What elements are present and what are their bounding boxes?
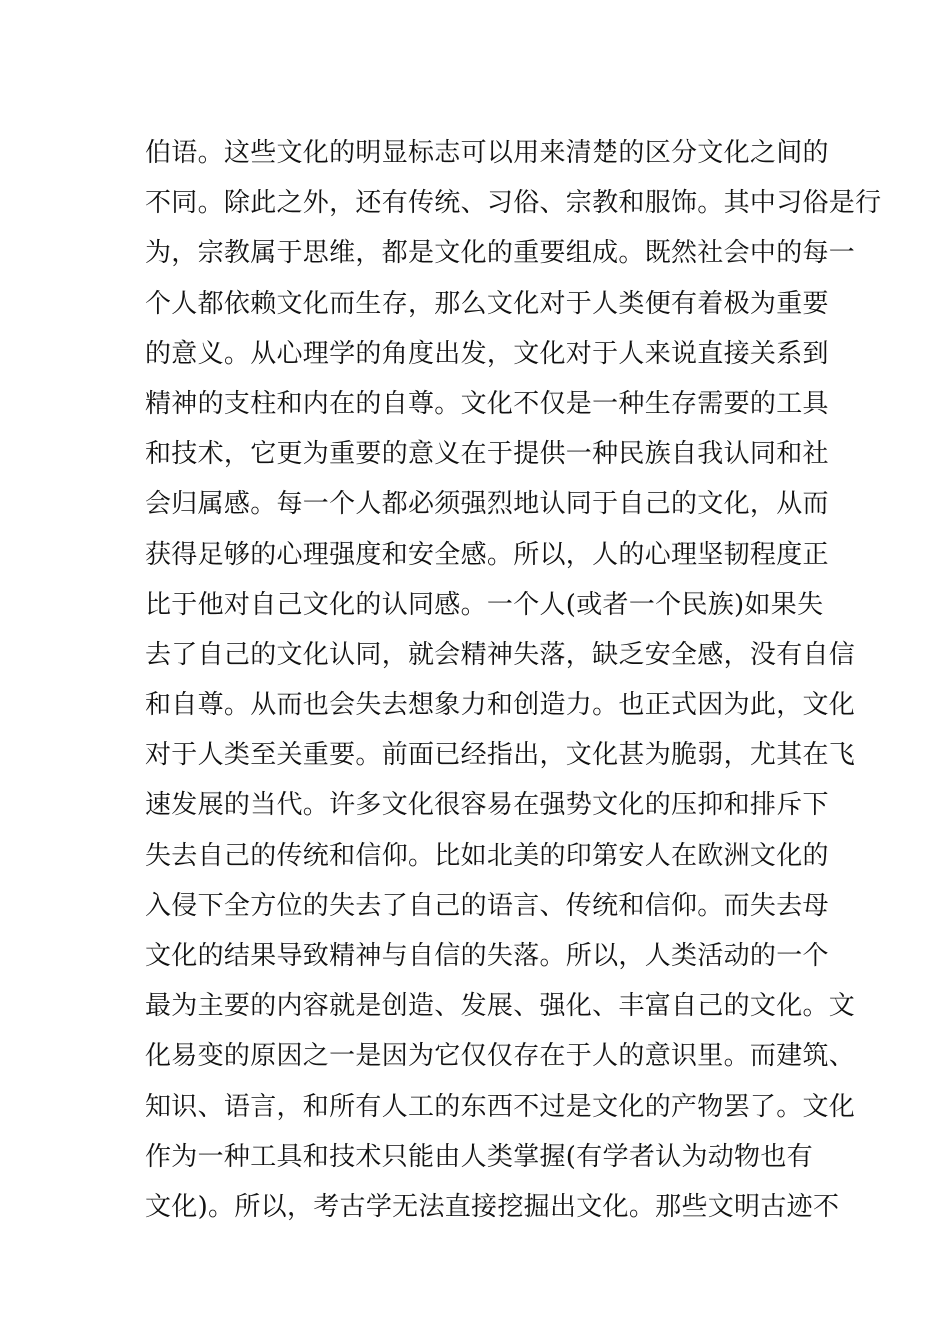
text-line: 对于人类至关重要。前面已经指出，文化甚为脆弱，尤其在飞 (145, 740, 856, 771)
text-line: 去了自己的文化认同，就会精神失落，缺乏安全感，没有自信 (145, 639, 856, 670)
text-line: 化易变的原因之一是因为它仅仅存在于人的意识里。而建筑、 (145, 1041, 856, 1072)
text-line: 为，宗教属于思维，都是文化的重要组成。既然社会中的每一 (145, 238, 856, 269)
text-line: 获得足够的心理强度和安全感。所以，人的心理坚韧程度正 (145, 539, 829, 570)
text-line: 文化的结果导致精神与自信的失落。所以，人类活动的一个 (145, 941, 829, 971)
text-line: 入侵下全方位的失去了自己的语言、传统和信仰。而失去母 (145, 890, 829, 921)
text-line: 伯语。这些文化的明显标志可以用来清楚的区分文化之间的 (145, 138, 829, 168)
text-line: 不同。除此之外，还有传统、习俗、宗教和服饰。其中习俗是行 (145, 188, 882, 219)
text-line: 失去自己的传统和信仰。比如北美的印第安人在欧洲文化的 (145, 840, 829, 871)
text-line: 作为一种工具和技术只能由人类掌握(有学者认为动物也有 (145, 1141, 813, 1172)
text-line: 和自尊。从而也会失去想象力和创造力。也正式因为此，文化 (145, 690, 856, 721)
text-line: 文化)。所以，考古学无法直接挖掘出文化。那些文明古迹不 (145, 1191, 840, 1222)
text-line: 知识、语言，和所有人工的东西不过是文化的产物罢了。文化 (145, 1091, 856, 1122)
text-line: 会归属感。每一个人都必须强烈地认同于自己的文化，从而 (145, 489, 829, 520)
text-line: 速发展的当代。许多文化很容易在强势文化的压抑和排斥下 (145, 790, 829, 821)
text-line: 的意义。从心理学的角度出发，文化对于人来说直接关系到 (145, 338, 829, 369)
text-line: 精神的支柱和内在的自尊。文化不仅是一种生存需要的工具 (145, 388, 829, 419)
text-line: 比于他对自己文化的认同感。一个人(或者一个民族)如果失 (145, 589, 824, 620)
text-line: 最为主要的内容就是创造、发展、强化、丰富自己的文化。文 (145, 991, 856, 1022)
text-line: 个人都依赖文化而生存，那么文化对于人类便有着极为重要 (145, 288, 829, 319)
text-line: 和技术，它更为重要的意义在于提供一种民族自我认同和社 (145, 439, 829, 470)
body-text (145, 128, 882, 1232)
